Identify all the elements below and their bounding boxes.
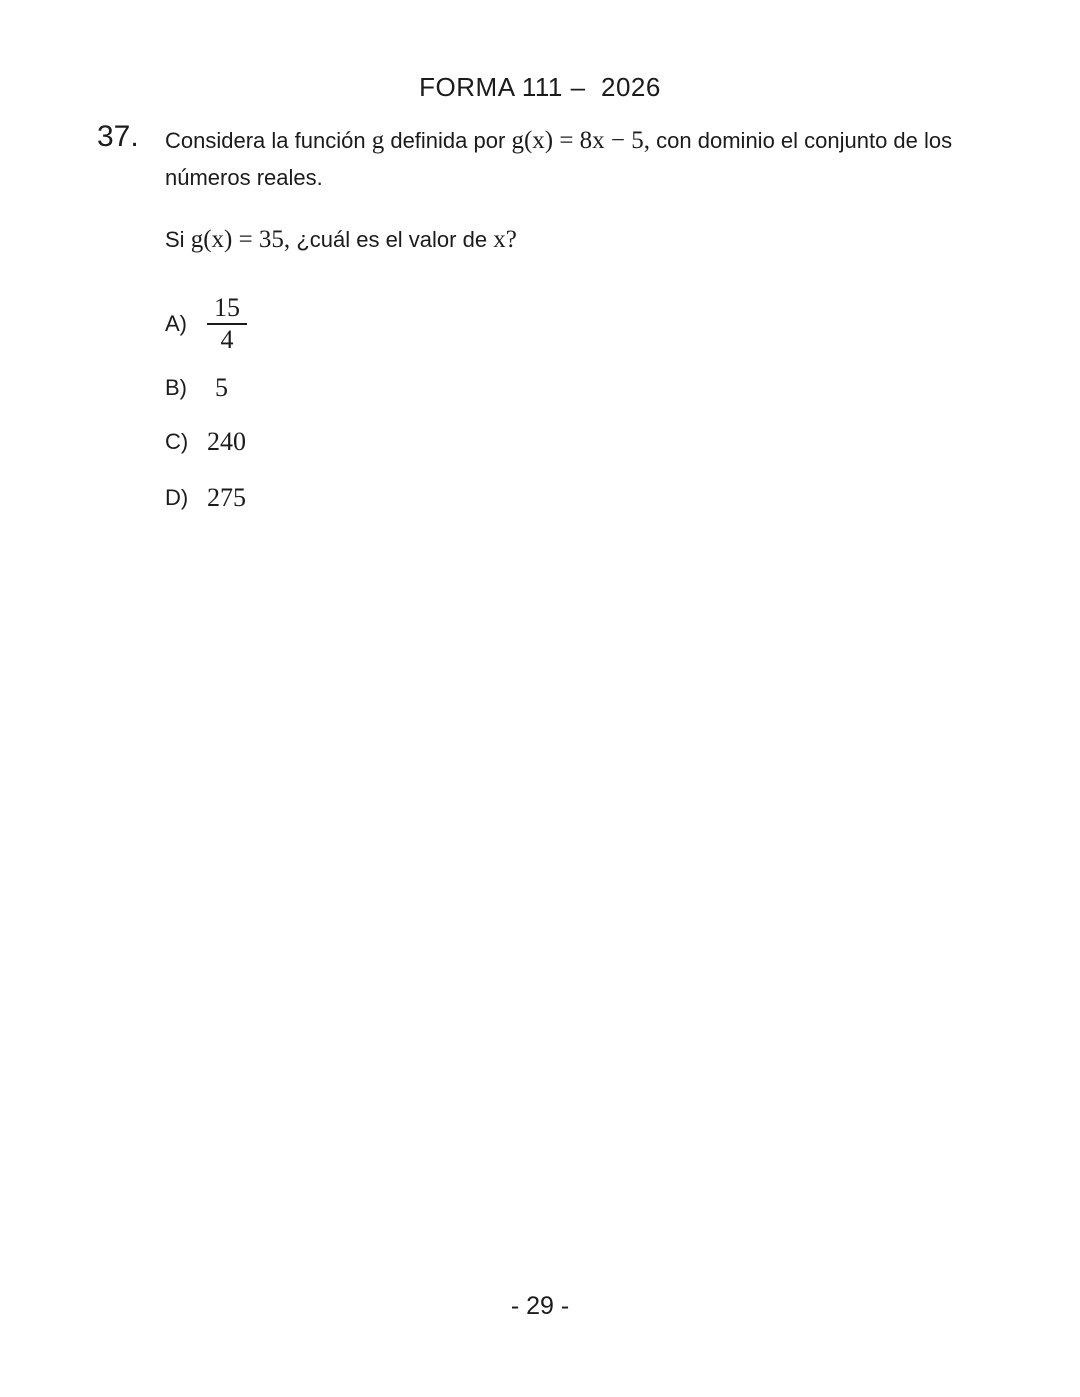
prompt-math-equation: g(x) = 35, (190, 226, 291, 253)
question-number: 37. (97, 120, 139, 153)
fraction-numerator: 15 (214, 293, 240, 322)
option-c (165, 427, 247, 457)
statement-text-3: con dominio el conjunto de los (656, 128, 953, 153)
option-b-label: B) (165, 375, 187, 400)
statement-line-2: números reales. (165, 165, 323, 190)
prompt-text-1: Si (165, 227, 185, 252)
answer-options (165, 294, 247, 513)
page-header-title: FORMA 111 – 2026 (419, 72, 661, 102)
option-b (165, 373, 247, 403)
question-prompt (165, 224, 517, 256)
option-c-value: 240 (207, 427, 246, 456)
question-37 (97, 122, 977, 196)
option-c-label: C) (165, 429, 189, 454)
prompt-math-x: x? (493, 226, 517, 253)
option-d-label: D) (165, 485, 189, 510)
option-d (165, 483, 247, 513)
statement-math-g: g (371, 127, 385, 154)
fraction-denominator: 4 (207, 323, 247, 354)
option-a-label: A) (165, 311, 187, 336)
option-a (165, 294, 247, 354)
statement-math-equation: g(x) = 8x − 5, (511, 127, 651, 154)
option-b-value: 5 (215, 373, 228, 402)
statement-text-1: Considera la función (165, 128, 366, 153)
prompt-text-2: ¿cuál es el valor de (296, 227, 488, 252)
statement-text-2: definida por (390, 128, 506, 153)
option-a-fraction (207, 294, 247, 354)
option-d-value: 275 (207, 483, 246, 512)
question-statement (165, 122, 965, 196)
page-number: - 29 - (510, 1292, 570, 1320)
